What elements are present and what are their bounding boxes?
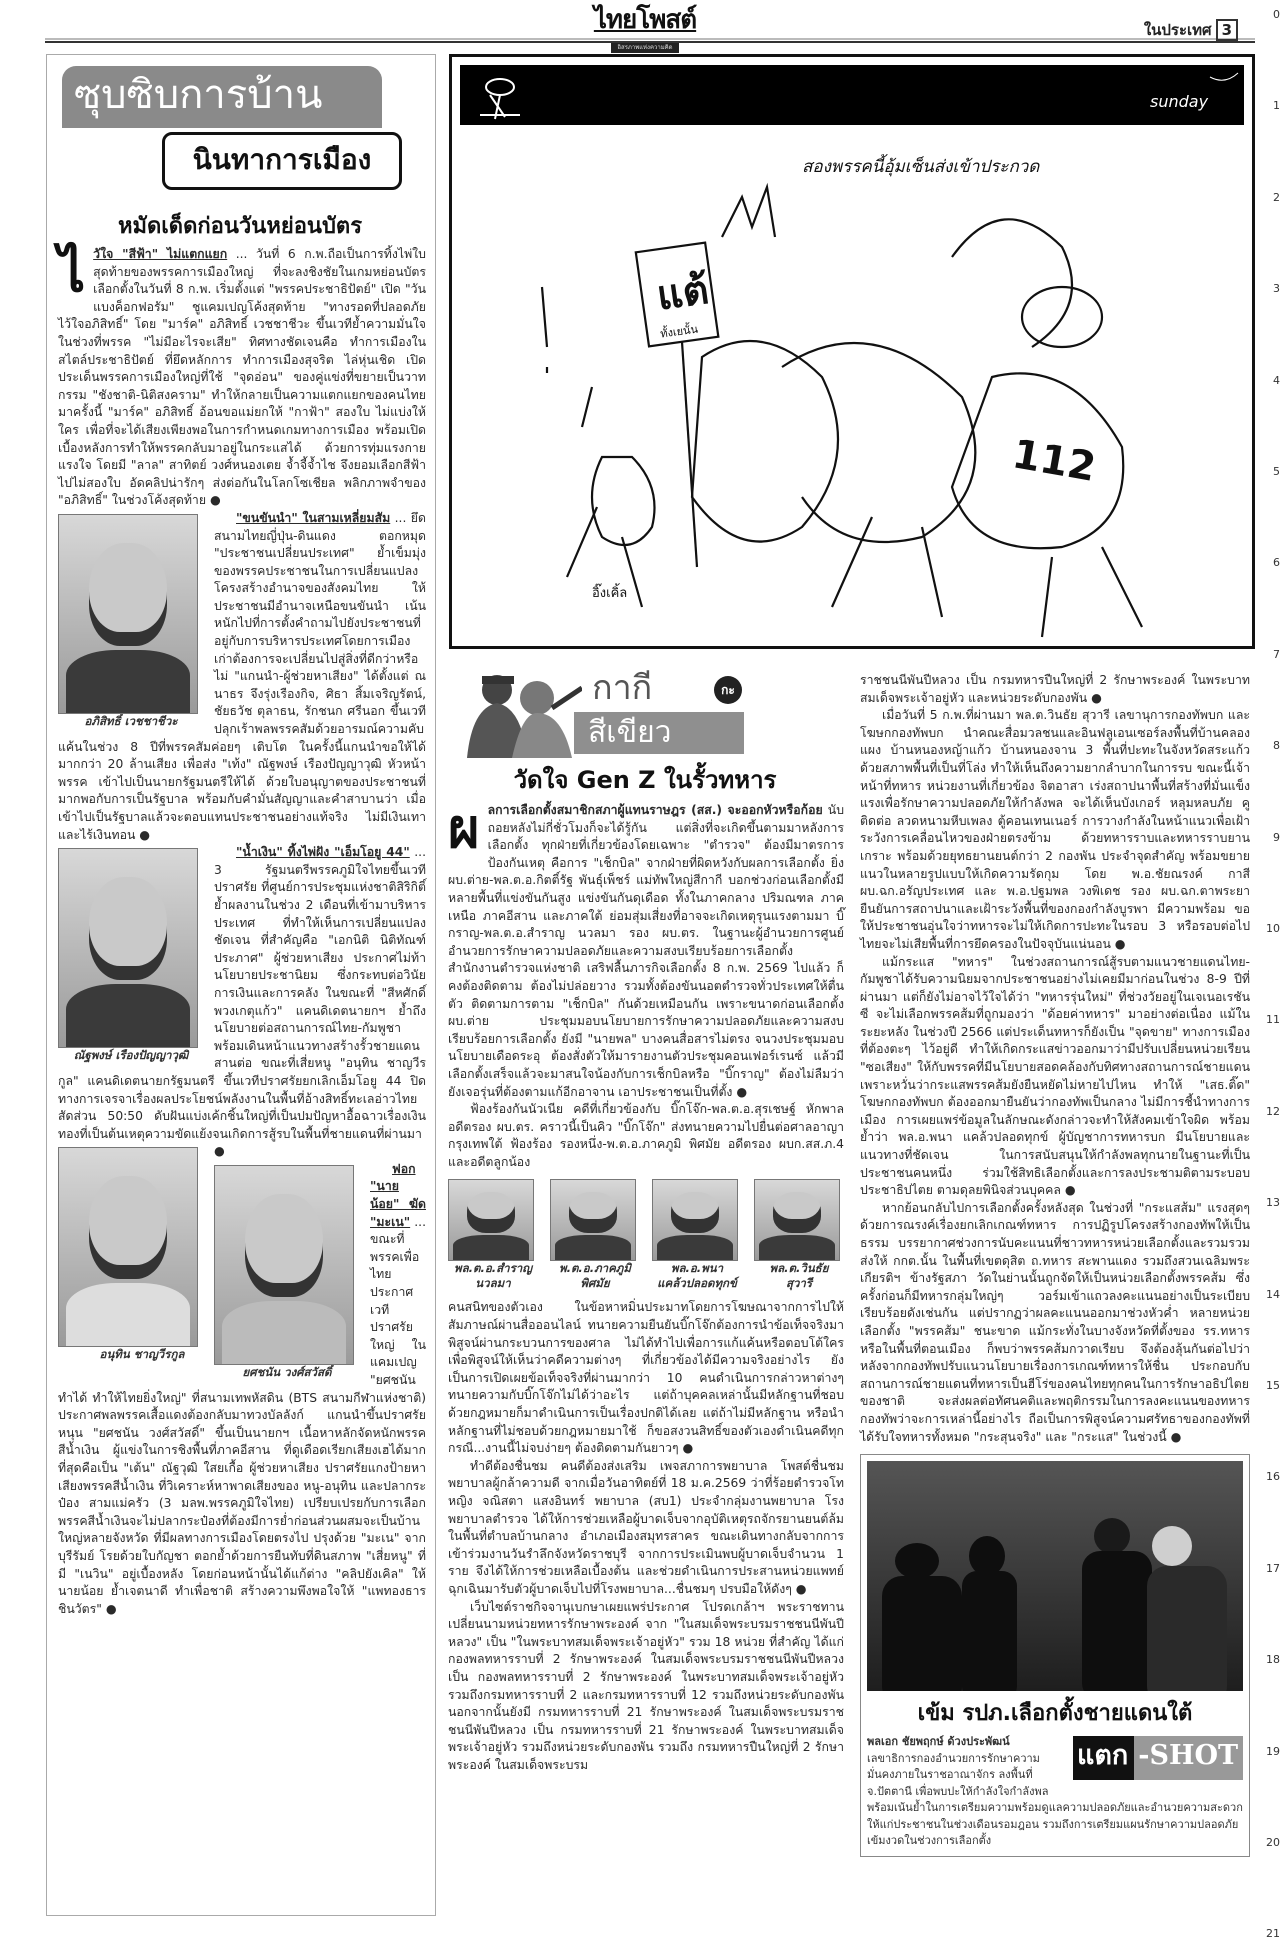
edge-number: 9	[1273, 830, 1280, 844]
item-text: ... 3 รัฐมนตรีพรรคภูมิใจไทยขึ้นเวทีปราศรัย ที่ศูนย์การประชุมแห่งชาติสิริกิติ์ ย้ำผลงานในช่วง 2 เดือนที่เข้ามาบริหารประเทศ ที่ทำให้เห็นการเปลี่ยนแปลงชัดเจน ที่สำคัญคือ "เอกนิติ นิติทัณฑ์ประภาศ" ผู้ช่วยหาเสียง ประกาศไม่ท้านโยบายประชานิยม ซึ่งกระทบต่อวินัยการเงินและการคลัง ในขณะที่ "สีหศักดิ์ พวงเกตุแก้ว" แคนดิเดตนายกฯ ย้ำถึงนโยบายต่อสถานการณ์ไทย-กัมพูชา พร้อมเดินหน้าแนวทางสร้างรั้วชายแดนสานต่อ ขณะที่เสี่ยหนู "อนุทิน ชาญวีรกูล" แคนดิเดตนายกรัฐมนตรี ขึ้นเวทีปราศรัยยกเลิกเอ็มโอยู 44 ปิดทางการเจรจาเรื่องผลประโยชน์พลังงานในพื้นที่อ้างสิทธิ์ทะเลอ่าวไทยสัดส่วน 50:50 ดับฝันแบ่งเค้กชิ้นใหญ่ที่เป็นปมปัญหาอื้อฉาวเรื่องเงินทองที่เป็นต้นเหตุความขัดแย้งจนเกิดการสู้รบในพื้นที่ชายแดนที่ผ่านมา ●	[58, 845, 426, 1159]
paragraph: หากย้อนกลับไปการเลือกตั้งครั้งหลังสุด ในช่วงที่ "กระแสส้ม" แรงสุดๆ ด้วยการณรงค์เรื่องยกเลิกเกณฑ์ทหาร การปฏิรูปโครงสร้างกองทัพให้เป็นธรรม บรรยากาศช่วงการนับคะแนนที่ชาวทหารหน่วยเลือกตั้งและรวมรวมส่งให้ กกต.นั้น ในพื้นที่เขตดุสิต ถ.ทหาร สะพานแดง รวมถึงสวนเฉลิมพระเกียรติฯ ข้างรัฐสภา วัดในย่านนั้นถูกจัดให้เป็นหน่วยเลือกตั้งพรรคส้ม ซึ่งครั้งก่อนก็มีทหารกลุ่มใหญ่ๆ วอร์มเข้าแถวลงคะแนนอย่างเป็นระเบียบเรียบร้อยดังเช่นกัน แต่ปรากฏว่าผลคะแนนออกมาช่วงหัวค่ำ หลายหน่วยเลือกตั้ง "พรรคส้ม" ชนะขาด แม้กระทั่งในบางจังหวัดที่ตั้งของ รร.ทหาร หรือในพื้นที่ตอนเมือง ก็พบว่าพรรคส้มกวาดเรียบ จึงต้องลุ้นกันต่อไปว่า หลังจากกองทัพปรับแนวนโยบายเรื่องการเกณฑ์ทหารให้ชื่น ประกอบกับสถานการณ์ชายแดนที่ทหารเป็นฮีโร่ของคนไทยทุกคนในการรักษาอธิปไตยของชาติ จะส่งผลต่อทัศนคติและพฤติกรรมในการลงคะแนนของทหารกองทัพว่าจะการเหล่านี้อย่างไร ถือเป็นการพิสูจน์ความศรัทธาของกองทัพที่ได้รับใจทหารทั้งหมด "กระสุนจริง" และ "กระแส" ในช่วงนี้ ●	[860, 1200, 1250, 1444]
portrait	[652, 1179, 742, 1291]
drop-cap: ไ	[58, 241, 86, 304]
cartoon-number: 112	[1008, 431, 1100, 491]
edge-number: 2	[1273, 190, 1280, 204]
soldiers-photo-art	[867, 1461, 1239, 1691]
edge-number: 10	[1266, 922, 1280, 935]
newspaper-logo: ไทยโพสต์	[593, 5, 697, 35]
item-text: นับถอยหลังไม่กี่ชั่วโมงก็จะได้รู้กัน แต่สิ่งที่จะเกิดขึ้นตามมาหลังการเลือกตั้ง ทุกฝ่ายที่เกี่ยวข้องโดยเฉพาะ "ตำรวจ" ต้องมีมาตรการป้องกันเหตุ คือการ "เช็กบิล" จากฝ่ายที่ผิดหวังกับผลการเลือกตั้ง ยิ่ง ผบ.ต่าย-พล.ต.อ.กิตติ์รัฐ พันธุ์เพ็ชร์ แม่ทัพใหญ่สีกากี บอกช่วงก่อนเลือกตั้งมีหลายพื้นที่แข่งขันกันสูง แข่งขันกันดุเดือด ทั้งในภาคกลาง ปริมณฑล ภาคเหนือ ภาคอีสาน และภาคใต้ ย่อมสุ่มเสี่ยงที่อาจจะเกิดเหตุรุนแรงตามมา บิ๊กราญ-พล.ต.อ.สำราญ นวลมา รอง ผบ.ตร. ในฐานะผู้อำนวยการศูนย์อำนวยการรักษาความปลอดภัยและความสงบเรียบร้อยการเลือกตั้ง สำนักงานตำรวจแห่งชาติ เสริฟลื้นภารกิจเลือกตั้ง 8 ก.พ. 2569 ไปแล้ว ก็คงต้องติดตาม ต้องไม่ปล่อยวาง รวมทั้งต้องขันนอตตำรวจทั่วประเทศให้ตื่นตัว ติดตามการตาม "เช็กบิล" กันด้วยเหมือนกัน เพราะขนาดก่อนเลือกตั้ง ผบ.ต่าย ประชุมมอบนโยบายการรักษาความปลอดภัยและความสงบเรียบร้อยการเลือกตั้ง ยังมี "นายพล" บางคนสื่อสารไม่ตรง จนวงประชุมมอบนโยบายเดือดระอุ ต้องสั่งตัวให้มารายงานตัวประชุมคอนเฟอร์เรนซ์ แล้วมีเลือกตั้งเสร็จแล้วจะมาสนใจน้องกับการเช็กบิลหรือ "บิ๊กราญ" ต้องไม่ลืมว่ายังเจอรุ่นที่ต้องตามแก้อีกอาจาน เอาประชาชนเป็นที่ตั้ง ●	[448, 803, 845, 1099]
cartoon-sign-text: แต้	[653, 266, 712, 320]
section-label	[1144, 18, 1238, 42]
cartoon-speech: สองพรรคนี้อุ้มเซ็นส่งเข้าประกวด	[802, 157, 1040, 177]
cartoon-drawing	[452, 127, 1252, 647]
paragraph: แม้กระแส "ทหาร" ในช่วงสถานการณ์สู้รบตามแนวชายแดนไทย-กัมพูชาได้รับความนิยมจากประชาชนอย่างไม่เคยมีมาก่อนในช่วง 8-9 ปีที่ผ่านมา แต่ก็ยังไม่อาจไว้ใจได้ว่า "ทหารรุ่นใหม่" ที่ช่วงวัยอยู่ในเจเนอเรชันซี จะไม่เลือกพรรคส้มที่ถูกมองว่า "ด้อยค่าทหาร" มาอย่างต่อเนื่อง แม้ในระยะหลัง ในช่วงปี 2566 แต่ประเด็นทหารก็ยังเป็น "จุดขาย" ทางการเมืองที่ต้องตะๆ ไว้อยู่ดี ทำให้เกิดกระแสข่าวออกมาว่ามีปรับเปลี่ยนหน่วยเรียน "ซอเสียง" ให้กับพรรคที่มีนโยบายสอดคล้องกับทิศทางสถานการณ์ชายแดน เพราะหวั่นว่ากระแสพรรคส้มยังยืนหยัดไม่หายไปไหน ทำให้ "เสธ.ติ๊ด" โฆษกกองทัพบก ต้องออกมายืนยันว่ากองทัพเป็นกลาง ไม่มีการชี้นำทางการเมือง การเผยแพร่ข้อมูลในลักษณะดังกล่าวจะทำให้สังคมเข้าใจผิด พร้อมย้ำว่า พล.อ.พนา แคล้วปลอดทุกข์ ผู้บัญชาการทหารบก มีนโยบายและแนวทางที่ชัดเจน ในการสนับสนุนให้กำลังพลทุกนายในฐานะที่เป็นประชาชนคนหนึ่ง ร่วมใช้สิทธิเลือกตั้งและการลงประชามติตามระบอบประชาธิปไตย ตามดุลยพินิจส่วนบุคคล ●	[860, 954, 1250, 1198]
photo-natthaphong	[58, 848, 198, 1048]
editorial-cartoon	[449, 54, 1255, 649]
portrait	[448, 1179, 538, 1291]
shot-logo-part-1: แตก	[1073, 1736, 1134, 1780]
shot-logo	[1073, 1736, 1243, 1780]
photo-anutin	[58, 1147, 198, 1347]
portrait-photo	[754, 1179, 840, 1261]
portrait-name: พล.อ.พนา	[670, 1261, 724, 1276]
portrait-name: สุวารี	[785, 1276, 813, 1291]
portrait-name: พ.ต.อ.ภาคภูมิ	[559, 1261, 631, 1276]
edge-number: 11	[1266, 1013, 1280, 1027]
item-lead: ลการเลือกตั้งสมาชิกสภาผู้แทนราษฎร (สส.) จะออกหัวหรือก้อย	[487, 803, 823, 817]
soldier-police-icon	[452, 668, 582, 758]
right-column	[860, 672, 1250, 1857]
edge-number: 8	[1273, 739, 1280, 753]
portrait-photo	[448, 1179, 534, 1261]
photo-abhisit-block	[58, 514, 204, 729]
edge-number: 14	[1266, 1287, 1280, 1301]
paragraph: ราชชนนีพันปีหลวง เป็น กรมทหารปืนใหญ่ที่ 2 รักษาพระองค์ ในพระบาทสมเด็จพระเจ้าอยู่หัว และหน่วยระดับกองพัน ●	[860, 673, 1250, 705]
edge-number: 17	[1266, 1561, 1280, 1575]
edge-number: 7	[1273, 647, 1280, 661]
middle-article	[448, 797, 845, 1775]
paragraph: ทำดีต้องชื่นชม คนดีต้องส่งเสริม เพจสภาการพยาบาล โพสต์ชื่นชมพยาบาลผู้กล้าความดี จากเมื่อวันอาทิตย์ที่ 18 ม.ค.2569 ว่าที่ร้อยตำรวจโทหญิง จณิสตา แสงอินทร์ พยาบาล (สบ1) ประจำกลุ่มงานพยาบาล โรงพยาบาลตำรวจ ได้ให้การช่วยเหลือผู้บาดเจ็บจากอุบัติเหตุรถจักรยานยนต์ล้ม ในพื้นที่ตำบลบ้านกลาง อำเภอเมืองสมุทรสาคร ขณะเดินทางกลับจากการเข้าร่วมงานวันรำลึกจังหวัดราชบุรี จากการประเมินพบผู้บาดเจ็บจำนวน 1 ราย จึงได้ให้การช่วยเหลือเบื้องต้น และช่วยดำเนินการประสานหน่วยแพทย์ฉุกเฉินมารับตัวผู้บาดเจ็บไปที่โรงพยาบาล...ชื่นชมๆ ปรบมือให้ดังๆ ●	[448, 1458, 844, 1596]
portrait-photo	[550, 1179, 636, 1261]
portrait-name: พล.ต.วินธัย	[769, 1261, 829, 1276]
item-text: ... วันที่ 6 ก.พ.ถือเป็นการทิ้งไพ่ใบสุดท้ายของพรรคการเมืองใหญ่ ที่จะลงชิงชัยในเกมหย่อนบัตรเลือกตั้งในวันที่ 8 ก.พ. เริ่มตั้งแต่ "พรรคประชาธิปัตย์" เปิด "วันแบงค็อกฟอรัม" ชูแคมเปญโค้งสุดท้าย "ทางรอดที่ปลอดภัย ไว้ใจอภิสิทธิ์" โดย "มาร์ค" อภิสิทธิ์ เวชชาชีวะ ขึ้นเวทีย้ำความมั่นใจในช่วงที่พรรค "ไม่มีอะไรจะเสีย" ทิศทางชัดเจนคือ ทำการเมืองในสไตล์ประชาธิปัตย์ ที่ยึดหลักการ ทำการเมืองสุจริต ไล่หุ่นเชิด เปิดประเด็นพรรคการเมืองใหญ่ที่ใช้ "จุดอ่อน" ของคู่แข่งที่ขยายเป็นวาทกรรม "ชังชาติ-นิติสงคราม" ทำให้กลายเป็นความแตกแยกของคนไทย มาครั้งนี้ "มาร์ค" อภิสิทธิ์ อ้อนขอแม่ยกให้ "กาฟ้า" สองใบ ไม่แบ่งให้ใคร เพื่อที่จะได้เสียงเพียงพอในการกำหนดเกมทางการเมือง พร้อมเปิดเบื้องหลังการทำให้พรรคกลับมาอยู่ในกระแสได้ ด้วยการทุ่มแรงกายแรงใจ โดยมี "ลาล" สาทิตย์ วงศ์หนองเตย จ้ำจี้จ้ำไช จึงยอมเลือกสีฟ้าไปไม่สองใบ อัดคลิปน่ารักๆ ส่งต่อกันในโลกโซเชียล พลิกภาพจำของ "อภิสิทธิ์" ในช่วงโค้งสุดท้าย ●	[58, 247, 426, 508]
edge-number: 4	[1273, 373, 1280, 387]
photo-person-name: พลเอก ชัยพฤกษ์ ด้วงประพัฒน์	[867, 1735, 1010, 1749]
item-lead: วัใจ "สีฟ้า" ไม่แตกแยก	[93, 247, 228, 261]
portrait-name: แคล้วปลอดทุกข์	[657, 1276, 737, 1291]
drop-cap: ผ	[448, 797, 480, 860]
banner-sunday-logo: sunday	[1150, 92, 1209, 111]
page-edge-numbers	[1258, 0, 1286, 1940]
cartoon-sign-subtext: ทั้งเยนั้น	[659, 322, 699, 341]
item-lead: "น้ำเงิน" ทิ้งไพ่ฝัง "เอ็มโอยู 44"	[236, 845, 410, 860]
photo-headline: เข้ม รปภ.เลือกตั้งชายแดนใต้	[917, 1701, 1193, 1727]
edge-number: 6	[1273, 556, 1280, 570]
edge-number: 13	[1266, 1196, 1280, 1210]
column-title-top: ซุบซิบการบ้าน	[62, 66, 382, 128]
cartoon-tag: อิ๊งเคิ้ล	[592, 586, 628, 601]
portrait-photo	[652, 1179, 738, 1261]
left-headline: หมัดเด็ดก่อนวันหย่อนบัตร	[117, 214, 363, 239]
edge-number: 16	[1266, 1470, 1280, 1484]
border-security-photo	[867, 1461, 1243, 1691]
item-lead: ฟอก "นายน้อย" ฆัด "มะเน"	[370, 1161, 426, 1229]
section-name: ในประเทศ	[1143, 21, 1212, 39]
edge-number: 18	[1266, 1653, 1280, 1667]
masthead	[560, 6, 730, 53]
photo-natthaphong-block	[58, 848, 204, 1063]
item-text: ... ขณะที่พรรคเพื่อไทยประกาศเวทีปราศรัยใหญ่ ในแคมเปญ "ยศชนันทำได้ ทำให้ไทยยิ่งใหญ่" ที่สนามเทพหัสดิน (BTS สนามกีฬาแห่งชาติ) ประกาศพลพรรคเสื้อแดงต้องกลับมาทวงบัลลังก์ แกนนำขึ้นปราศรัยหนุน "ยศชนัน วงศ์สวัสดิ์" ขึ้นเป็นนายกฯ เนื้อหาหลักจัดหนักพรรคสีน้ำเงิน ผู้แข่งในการชิงพื้นที่ภาคอีสาน ที่ดูเดือดเรียกเสียงเฮได้มากที่สุดคือเป็น "เต้น" ณัฐวุฒิ ใสยเกื้อ ผู้ช่วยหาเสียง ปราศรัยแกงป้ายหาเสียงพรรคสีน้ำเงิน ที่วิเคราะห์หาพาดเสียงของ หนู-อนุทิน และปลากระป๋อง สามแม่ครัว (3 มลพ.พรรคภูมิใจไทย) เปรียบเปรยกับการเลือกพรรคสีน้ำเงินจะไม่ปลากระป๋องที่ต้องมีการย่ำก่อนส่วนผสมจะเป็นบ้านใหญ่หลายจังหวัด ที่มีผลทางการเมืองโดยตรงไป ปรุงด้วย "มะเน" จากบุรีรัมย์ โรยด้วยใบกัญชา ตอกย้ำด้วยการยืนทับที่ดินสภาพ "เสี่ยหนู" ที่มี "เนวิน" อยู่เบื้องหลัง โดยก่อนหน้านั้นได้แก้ต่าง "คลิปยังเคิล" ให้นายน้อย ย้ำเจตนาดี ทำเพื่อชาติ สร้างความพึงพอใจให้ "แพทองธาร ชินวัตร" ●	[58, 1214, 426, 1616]
portrait-name: พิศมัย	[580, 1276, 610, 1291]
left-article	[58, 241, 426, 1618]
photo-caption: ณัฐพงษ์ เรืองปัญญาวุฒิ	[73, 1048, 189, 1063]
photo-caption: เลขาธิการกองอำนวยการรักษาความมั่นคงภายในราชอาณาจักร ลงพื้นที่ จ.ปัตตานี เพื่อพบปะให้กำลังใจกำลังพล พร้อมเน้นย้ำในการเตรียมความพร้อมดูแลความปลอดภัยและอำนวยความสะดวกให้แก่ประชาชนในช่วงเดือนรอมฎอน รวมถึงการเตรียมแผนรักษาความปลอดภัยเข้มงวดในช่วงการเลือกตั้ง	[867, 1751, 1243, 1848]
portrait	[550, 1179, 640, 1291]
cartoon-banner-art	[460, 65, 1244, 125]
paragraph: เว็บไซต์ราชกิจจานุเบกษาเผยแพร่ประกาศ โปรดเกล้าฯ พระราชทานเปลี่ยนนามหน่วยทหารรักษาพระองค์ จาก "ในสมเด็จพระบรมราชชนนีพันปีหลวง" เป็น "ในพระบาทสมเด็จพระเจ้าอยู่หัว" รวม 18 หน่วย ที่สำคัญ ได้แก่ กองพลทหารราบที่ 2 รักษาพระองค์ ในสมเด็จพระบรมราชชนนีพันปีหลวง เป็น กองพลทหารราบที่ 2 รักษาพระองค์ ในพระบาทสมเด็จพระเจ้าอยู่หัว รวมถึงกรมทหารราบที่ 2 และกรมทหารราบที่ 12 รวมถึงหน่วยระดับกองพัน นอกจากนั้นยังมี กรมทหารราบที่ 21 รักษาพระองค์ ในสมเด็จพระบรมราชชนนีพันปีหลวง เป็น กรมทหารราบที่ 21 รักษาพระองค์ ในพระบาทสมเด็จพระเจ้าอยู่หัว รวมถึงหน่วยระดับกองพัน รวมถึง กรมทหารปืนใหญ่ที่ 2 รักษาพระองค์ ในสมเด็จพระบรม	[448, 1599, 844, 1772]
item-text: ... ยึดสนามไทยญี่ปุ่น-ดินแดง ตอกหมุด "ประชาชนเปลี่ยนประเทศ" ย้ำเข็มมุ่งของพรรคประชาชนในการเปลี่ยนแปลงโครงสร้างอำนาจของสังคมไทย ให้ประชาชนมีอำนาจเหนือขนขันนำ เน้นหนักไปที่การตั้งคำถามไปยังประชาชนที่อยู่กับการบริหารประเทศโดยการเมืองเก่าต้องการจะเปลี่ยนไปสู่สิ่งที่ดีกว่าหรือไม่ "แกนนำ-ผู้ช่วยหาเสียง" ได้ตั้งแต่ ณนาธร จึงรุ่งเรืองกิจ, ศิธา สิ้มเจริญรัตน์, ชัยธวัช ตุลาธน, รักชนก ศรีนอก ขึ้นเวทีปลุกเร้าพลพรรคสัมด้วยอารมณ์ความคับแค้นในช่วง 8 ปีที่พรรคสัมค่อยๆ เติบโต ในครั้งนี้แกนนำขอให้ได้มากกว่า 20 ล้านเสียง เพื่อส่ง "เท้ง" ณัฐพงษ์ เรืองปัญญาวุฒิ หัวหน้าพรรค เข้าไปเป็นนายกรัฐมนตรีให้ได้ ด้วยใบอนุญาตของประชาชนที่มากพอกับการเป็นรัฐบาล พร้อมกับคำมั่นสัญญาและคำสาบานว่า เมื่อเข้าไปเป็นรัฐบาลแล้วจะตอบแทนประชาชนอย่างแท้จริง ไม่มีเงินเทาและไร้เงินทอน ●	[58, 510, 426, 842]
header-rule	[45, 38, 1255, 43]
photo-caption: อนุทิน ชาญวีรกูล	[99, 1347, 185, 1362]
cartoon-banner	[460, 65, 1244, 125]
column-title-bottom: นินทาการเมือง	[162, 132, 402, 190]
right-article	[860, 672, 1250, 1446]
column-logo-badge: กะ	[714, 676, 742, 704]
portrait	[754, 1179, 844, 1291]
paragraph: ฟ้องร้องกันนัวเนีย คดีที่เกี่ยวข้องกับ บิ๊กโจ๊ก-พล.ต.อ.สุรเชษฐ์ หักพาล อดีตรอง ผบ.ตร. คราวนี้เป็นคิว "บิ๊กโจ๊ก" ส่งทนายความไปยื่นต่อศาลอาญากรุงเทพใต้ ฟ้องร้อง รองหนึ่ง-พ.ต.อ.ภาคภูมิ พิศมัย อดีตรอง ผบก.สส.ภ.4 และอดีตลูกน้อง	[448, 1102, 844, 1169]
photo-caption: ยศชนัน วงศ์สวัสดิ์	[242, 1364, 332, 1379]
edge-number: 1	[1273, 99, 1280, 113]
photo-caption: อภิสิทธิ์ เวชชาชีวะ	[84, 713, 178, 728]
edge-number: 12	[1266, 1104, 1280, 1118]
edge-number: 21	[1266, 1927, 1280, 1940]
paragraph: เมื่อวันที่ 5 ก.พ.ที่ผ่านมา พล.ต.วินธัย สุวารี เลขานุการกองทัพบก และโฆษกกองทัพบก นำคณะสื่อมวลชนและอินฟลูเอนเซอร์ลงพื้นที่บ้านคลองแผง บ้านหนองหญ้าแก้ว บ้านหนองจาน 3 พื้นที่ปะทะในจังหวัดสระแก้ว ด้วยสภาพพื้นที่เป็นที่โล่ง ทำให้เห็นถึงความยากลำบากในการรบ ขณะนี้เจ้าหน้าที่ทหาร หน่วยงานที่เกี่ยวข้อง จิตอาสา เร่งสถาปนาพื้นที่สร้างที่มั่นแข็งแรงเพื่อรักษาความปลอดภัยให้กำลังพล จะได้เห็นบังเกอร์ หลุมหลบภัย คูติดต่อ ลวดหนามหีบเพลง ตู้คอนเทนเนอร์ การวางกำลังในหน้าแนวเพื่อเฝ้าระวังการเคลื่อนไหวของฝ่ายตรงข้าม ด้วยทหารราบและทหารราบยานเกราะ พร้อมด้วยยุทธยานยนต์กว่า 2 กองพัน ประจำจุดสำคัญ พร้อมขยายแนวในหลายรูปแบบให้เกิดความรัดกุม โดย พ.อ.ชัยณรงค์ กาสี ผบ.ฉก.อรัญประเทศ และ พ.อ.ปฐมพล วงพิเดช รอง ผบ.ฉก.ตาพระยา ยืนยันการสถาปนาและเฝ้าระวังพื้นที่ของกองกำลังบูรพา มีความพร้อม ขอให้ประชาชนอุ่นใจว่าทหารจะไม่ให้เกิดการปะทะในรอบ 3 หรือรอบต่อไป ไทยจะไม่เสียพื้นที่การยึดครองในปัจจุบันแน่นอน ●	[860, 708, 1250, 951]
edge-number: 15	[1266, 1379, 1280, 1392]
item-lead: "ขนขันนำ" ในสามเหลี่ยมสัม	[236, 510, 391, 525]
edge-number: 0	[1273, 8, 1280, 21]
column-title	[62, 66, 402, 196]
portrait-name: นวลมา	[475, 1276, 511, 1291]
edge-number: 20	[1266, 1836, 1280, 1849]
page-number: 3	[1216, 19, 1238, 41]
shot-logo-part-2: -SHOT	[1134, 1736, 1243, 1780]
middle-headline: วัดใจ Gen Z ในรั้วทหาร	[513, 766, 777, 794]
edge-number: 19	[1266, 1744, 1280, 1758]
masthead-tagline: อิสรภาพแห่งความคิด	[611, 41, 678, 53]
column-logo-word-2: สีเขียว	[574, 712, 744, 754]
kaki-column-logo	[452, 668, 752, 758]
photo-yodchanan	[214, 1165, 354, 1365]
paragraph: คนสนิทของตัวเอง ในข้อหาหมิ่นประมาทโดยการโฆษณาจากการไปให้สัมภาษณ์ผ่านสื่อออนไลน์ ทนายความยืนยันบิ๊กโจ๊กต้องการนำข้อเท็จจริงมาพิสูจน์ผ่านกระบวนการของศาล ไม่ได้ทำไปเพื่อการแก้แค้นหรือตอบโต้ใคร เพื่อพิสูจน์ให้เห็นว่าคดีความต่างๆ ที่เกี่ยวข้องได้มีความจริงอย่างไร ยังเป็นการเปิดเผยข้อเท็จจริงที่ผ่านมากว่า 10 คนดำเนินการกล่าวหาต่างๆ ทนายความกับบิ๊กโจ๊กไม่ได้ว่าอะไร แต่ถ้าบุคคลเหล่านั้นมีหลักฐานที่ชอบด้วยกฎหมายก็มาดำเนินการเป็นเรื่องปกติได้เลย แต่ถ้าไม่มีหลักฐาน หรือนำหลักฐานที่ไม่ชอบด้วยกฎหมายมาใช้ ก็ขอสงวนสิทธิ์ของตัวเองดำเนินคดีทุกกรณี...งานนี้ไม่จบง่ายๆ ต้องติดตามกันยาวๆ ●	[448, 1300, 844, 1456]
portrait-name: พล.ต.อ.สำราญ	[453, 1261, 533, 1276]
photo-caption-block	[867, 1734, 1243, 1850]
column-logo-word-1: กากี	[592, 668, 653, 708]
photo-yodchanan-block	[214, 1165, 360, 1380]
edge-number: 5	[1273, 465, 1280, 478]
portrait-row	[448, 1179, 844, 1291]
photo-news-box	[860, 1454, 1250, 1857]
edge-number: 3	[1273, 282, 1280, 296]
photo-abhisit	[58, 514, 198, 714]
photo-anutin-block	[58, 1147, 204, 1362]
